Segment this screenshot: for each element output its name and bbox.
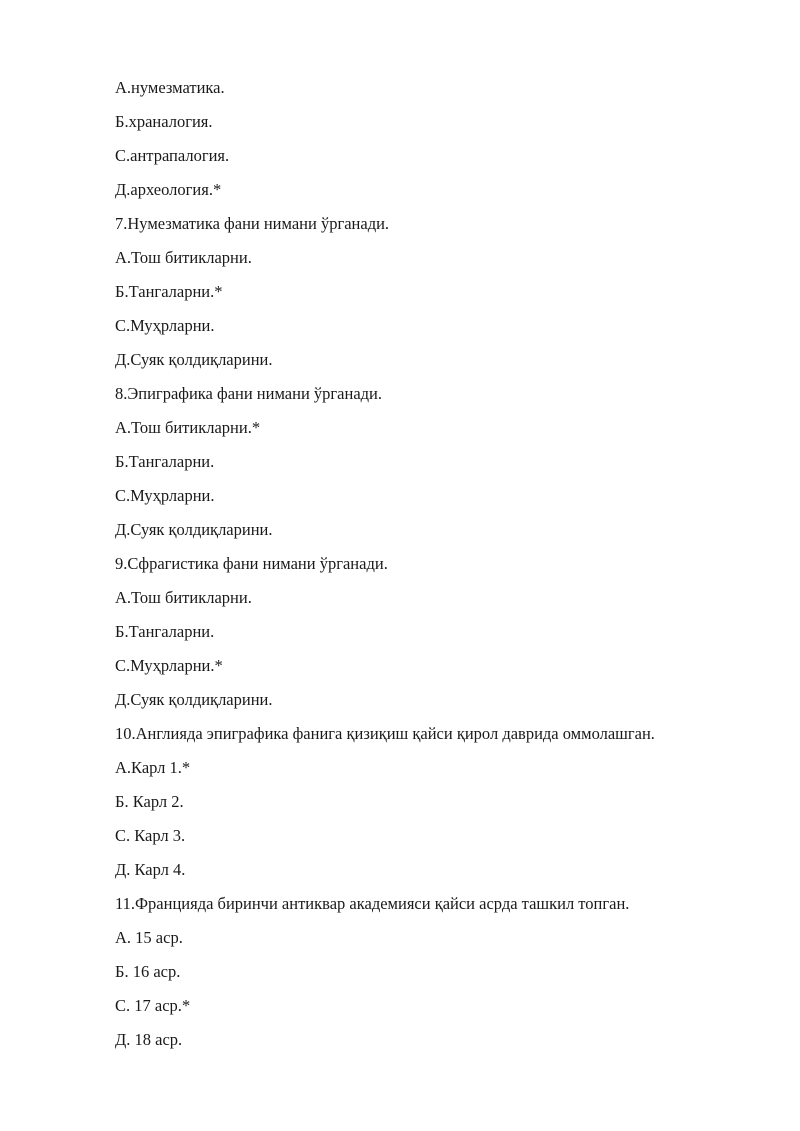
answer-option: А. 15 аср. (115, 928, 183, 947)
answer-option: А.Тош битикларни.* (115, 418, 261, 437)
answer-option: Д.Суяк қолдиқларини. (115, 690, 273, 709)
answer-option: Б. Карл 2. (115, 792, 184, 811)
answer-option: С. Карл 3. (115, 826, 186, 845)
answer-option: С.Муҳрларни.* (115, 656, 223, 675)
question-10: 10.Англияда эпиграфика фанига қизиқиш қайси қирол даврида оммолашган. (115, 724, 655, 743)
answer-option: С.Муҳрларни. (115, 486, 215, 505)
answer-option: А.Карл 1.* (115, 758, 191, 777)
question-8: 8.Эпиграфика фани нимани ўрганади. (115, 384, 382, 403)
answer-option: Д. 18 аср. (115, 1030, 183, 1049)
answer-option: Д. Карл 4. (115, 860, 186, 879)
answer-option: А.нумезматика. (115, 78, 225, 97)
answer-option: Б.Тангаларни.* (115, 282, 223, 301)
answer-option: Д.Суяк қолдиқларини. (115, 520, 273, 539)
answer-option: Б.Тангаларни. (115, 452, 215, 471)
answer-option: С.Муҳрларни. (115, 316, 215, 335)
answer-option: Б.храналогия. (115, 112, 213, 131)
question-11: 11.Францияда биринчи антиквар академияси қайси асрда ташкил топган. (115, 894, 630, 913)
answer-option: Д.археология.* (115, 180, 222, 199)
answer-option: А.Тош битикларни. (115, 248, 252, 267)
answer-option: Д.Суяк қолдиқларини. (115, 350, 273, 369)
quiz-text (115, 75, 755, 1061)
answer-option: А.Тош битикларни. (115, 588, 252, 607)
answer-option: Б.Тангаларни. (115, 622, 215, 641)
answer-option: С. 17 аср.* (115, 996, 191, 1015)
question-9: 9.Сфрагистика фани нимани ўрганади. (115, 554, 388, 573)
answer-option: Б. 16 аср. (115, 962, 181, 981)
question-7: 7.Нумезматика фани нимани ўрганади. (115, 214, 390, 233)
answer-option: С.антрапалогия. (115, 146, 230, 165)
